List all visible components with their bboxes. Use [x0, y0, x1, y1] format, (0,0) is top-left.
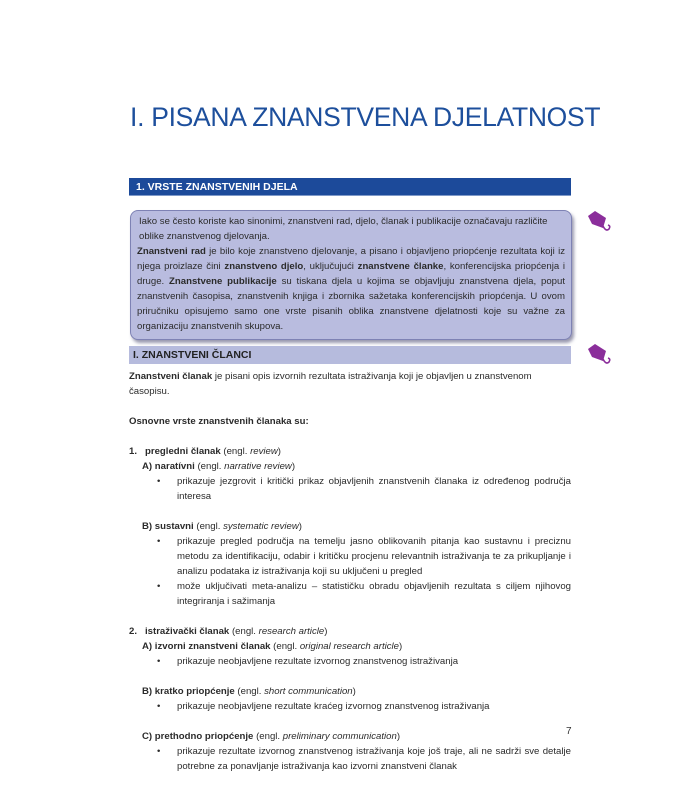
- box-text: , uključujući: [303, 261, 358, 272]
- item-number: 2.: [129, 626, 138, 637]
- list-item: [129, 444, 571, 459]
- bullet-icon: •: [157, 746, 161, 757]
- info-box: [130, 210, 572, 340]
- sub-item: [129, 729, 571, 744]
- paren-close: ): [399, 641, 403, 652]
- bullet-text: prikazuje rezultate izvornog znanstvenog istraživanja koje još traje, ali ne sadrži sve detalje potrebne za ponavljanje istraživanja kao izvorni znanstveni članak: [177, 746, 571, 772]
- bullet-icon: •: [157, 701, 161, 712]
- bullet-item: [129, 474, 571, 504]
- engl-prefix: (engl.: [234, 686, 265, 697]
- list-item: [129, 624, 571, 639]
- english-term: narrative review: [224, 461, 292, 472]
- bullet-icon: •: [157, 656, 161, 667]
- box-paragraph: [137, 244, 565, 334]
- sub-item: [129, 519, 571, 534]
- sub-item-label: C) prethodno priopćenje: [142, 731, 254, 742]
- paren-close: ): [396, 731, 401, 742]
- bullet-item: [129, 534, 571, 579]
- bullet-icon: •: [157, 476, 161, 487]
- english-term: original research article: [299, 641, 400, 652]
- engl-prefix: (engl.: [229, 626, 259, 637]
- page-title: I. PISANA ZNANSTVENA DJELATNOST: [130, 101, 601, 132]
- sub-item: [129, 684, 571, 699]
- definition: [129, 369, 571, 399]
- paren-close: ): [291, 461, 296, 472]
- box-text: , konferencijska priopćenja i druge.: [137, 261, 566, 287]
- bullet-text: prikazuje pregled područja na temelju jasno oblikovanih pitanja kao sustavnu i preciznu metodu za identifikaciju, odabir i kritičku procjenu relevantnih istraživanja te za prikupljanje i analizu podataka iz istraživanja koji su uključeni u pregled: [177, 536, 571, 577]
- term-znanstveni-rad: Znanstveni rad: [137, 246, 206, 257]
- english-term: preliminary communication: [282, 731, 397, 742]
- bullet-item: [129, 744, 571, 774]
- bullet-text: može uključivati meta-analizu – statističku obradu objavljenih rezultata s ciljem njihovog integriranja i sažimanja: [177, 581, 571, 607]
- box-text: je bilo koje znanstveno djelovanje, a pisano i objavljeno priopćenje rezultata koji iz njega proizlaze čini: [137, 246, 565, 272]
- definition-term: Znanstveni članak: [129, 371, 213, 382]
- tag-icon: [586, 343, 614, 369]
- bullet-item: [129, 699, 571, 714]
- article-content: [129, 369, 571, 774]
- definition-text: je pisani opis izvornih rezultata istraživanja koji je objavljen u znanstvenom časopisu.: [129, 371, 532, 397]
- section-heading: 1. VRSTE ZNANSTVENIH DJELA: [129, 178, 571, 196]
- term-znanstvene-clanke: znanstvene članke: [357, 261, 444, 272]
- engl-prefix: (engl.: [270, 641, 300, 652]
- bullet-item: [129, 654, 571, 669]
- bullet-icon: •: [157, 536, 161, 547]
- english-term: research article: [258, 626, 325, 637]
- types-heading: [129, 414, 571, 429]
- paren-close: ): [352, 686, 356, 697]
- paren-close: ): [298, 521, 302, 532]
- paren-close: ): [324, 626, 328, 637]
- sub-item-label: A) naratívni: [142, 461, 195, 472]
- sub-item-label: B) sustavni: [142, 521, 194, 532]
- engl-prefix: (engl.: [253, 731, 283, 742]
- bullet-text: prikazuje neobjavljene rezultate kraćeg izvornog znanstvenog istraživanja: [177, 701, 490, 712]
- bullet-icon: •: [157, 581, 161, 592]
- sub-item-label: A) izvorni znanstveni članak: [142, 641, 271, 652]
- item-label: pregledni članak: [145, 446, 221, 457]
- box-text: su tiskana djela u kojima se objavljuju znanstvena djela, poput znanstvenih časopisa, znanstvenih knjiga i zbornika sažetaka konferencijskih priopćenja. U ovom priručniku opisujemo samo one vrste pisanih oblika znanstvene djelatnosti koje su važne za organizaciju znanstvenih skupova.: [137, 276, 565, 332]
- box-intro: Iako se često koriste kao sinonimi, znanstveni rad, djelo, članak i publikacije označavaju različite oblike znanstvenog djelovanja.: [139, 216, 548, 242]
- english-term: review: [250, 446, 278, 457]
- paren-close: ): [277, 446, 281, 457]
- engl-prefix: (engl.: [193, 521, 224, 532]
- sub-item: [129, 639, 571, 654]
- bullet-text: prikazuje jezgrovit i kritički prikaz objavljenih znanstvenih članaka iz određenog područja interesa: [177, 476, 571, 502]
- item-number: 1.: [129, 446, 138, 457]
- subsection-heading: I. ZNANSTVENI ČLANCI: [129, 346, 571, 364]
- page-number: 7: [566, 726, 572, 737]
- engl-prefix: (engl.: [194, 461, 225, 472]
- term-znanstveno-djelo: znanstveno djelo: [224, 261, 304, 272]
- tag-icon: [586, 210, 614, 236]
- item-label: istraživački članak: [145, 626, 230, 637]
- term-znanstvene-publikacije: Znanstvene publikacije: [169, 276, 277, 287]
- engl-prefix: (engl.: [220, 446, 251, 457]
- sub-item: [129, 459, 571, 474]
- bullet-text: prikazuje neobjavljene rezultate izvornog znanstvenog istraživanja: [177, 656, 459, 667]
- english-term: systematic review: [223, 521, 299, 532]
- english-term: short communication: [264, 686, 353, 697]
- types-heading-text: Osnovne vrste znanstvenih članaka su:: [129, 416, 309, 427]
- item-title: [145, 624, 327, 639]
- sub-item-label: B) kratko priopćenje: [142, 686, 235, 697]
- bullet-item: [129, 579, 571, 609]
- item-title: [145, 444, 281, 459]
